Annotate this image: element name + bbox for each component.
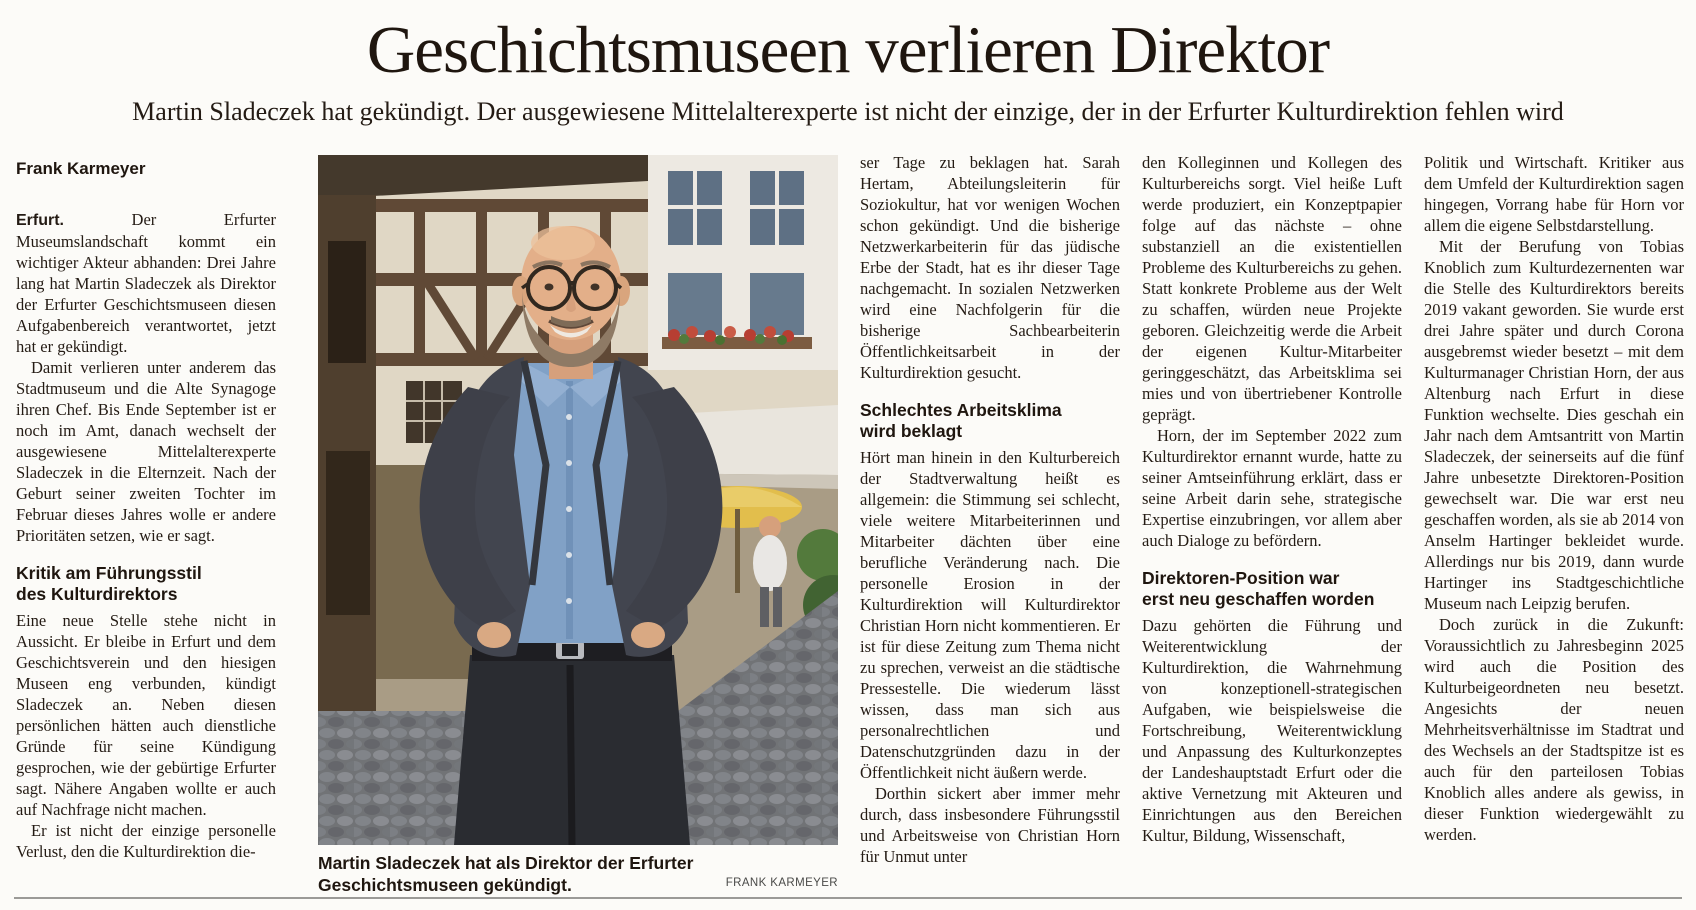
section-heading: [16, 563, 276, 605]
paragraph: Hört man hinein in den Kulturbereich der Stadtverwaltung heißt es allgemein: die Stimmung sei schlecht, viele weitere Mitarbeiterinnen und Mitarbeiter dächten über eine berufliche Veränderung nach. Die personelle Erosion in der Kulturdirektion will Kulturdirektor Christian Horn nicht kommentieren. Er ist für diese Zeitung zum Thema nicht zu sprechen, verweist an die städtische Pressestelle. Die wiederum lässt wissen, dass man sich aus personalrechtlichen und Datenschutzgründen dazu in der Öffentlichkeit nicht äußern werde.: [860, 448, 1120, 782]
text-column-3: [1142, 152, 1402, 898]
paragraph: Doch zurück in die Zukunft: Voraussichtlich zu Jahresbeginn 2025 wird auch die Position des Kulturbeigeordneten neu besetzt. Angesichts der neuen Mehrheitsverhältnisse im Stadtrat und des Wechsels an der Stadtspitze ist es auch für den parteilosen Tobias Knoblich alles andere als gewiss, in dieser Funktion wiedergewählt zu werden.: [1424, 615, 1684, 844]
dateline: Erfurt.: [16, 212, 64, 229]
page-bottom-rule: [14, 897, 1682, 899]
section-heading: [1142, 568, 1402, 610]
section-heading-line: erst neu geschaffen worden: [1142, 589, 1375, 609]
section-heading-line: wird beklagt: [860, 421, 963, 441]
section-heading-line: Kritik am Führungsstil: [16, 563, 202, 583]
article-subheadline: Martin Sladeczek hat gekündigt. Der ausgewiesene Mittelalterexperte ist nicht der einzige, der in der Erfurter Kulturdirektion fehlen wird: [132, 97, 1564, 126]
photo-caption: [318, 852, 838, 896]
photo-credit: FRANK KARMEYER: [725, 877, 838, 889]
paragraph: den Kolleginnen und Kollegen des Kulturbereichs sorgt. Viel heiße Luft werde produziert, ein Konzeptpapier folge auf das nächste – ohne substanziell an die existentiellen Probleme des Kulturbereichs zu gehen. Statt konkrete Probleme aus der Welt zu schaffen, würden neue Projekte geboren. Gleichzeitig werde die Arbeit der eigenen Kultur-Mitarbeiter geringgeschätzt, das Arbeitsklima sei mies und von übertriebener Kontrolle geprägt.: [1142, 153, 1402, 424]
text-column-2: [860, 152, 1120, 898]
paragraph: Dorthin sickert aber immer mehr durch, dass insbesondere Führungsstil und Arbeitsweise von Christian Horn für Unmut unter: [860, 784, 1120, 866]
section-heading-line: Direktoren-Position war: [1142, 568, 1340, 588]
article-photo-block: [318, 155, 838, 896]
text-column-1: [16, 156, 276, 902]
paragraph: Politik und Wirtschaft. Kritiker aus dem Umfeld der Kulturdirektion sagen hingegen, Vorrang habe für Horn vor allem die eigene Selbstdarstellung.: [1424, 153, 1684, 235]
paragraph: ser Tage zu beklagen hat. Sarah Hertam, Abteilungsleiterin für Soziokultur, hat vor wenigen Wochen schon gekündigt. Und die bisherige Netzwerkarbeiterin für das jüdische Erbe der Stadt, hat es ihr dieser Tage nachgemacht. In sozialen Netzwerken wird eine Nachfolgerin für die bisherige Sachbearbeiterin Öffentlichkeitsarbeit in der Kulturdirektion gesucht.: [860, 153, 1120, 382]
paragraph: Horn, der im September 2022 zum Kulturdirektor ernannt wurde, hatte zu seiner Amtseinführung erklärt, dass er seine Arbeit darin sehe, strategische Expertise einzubringen, vor allem aber auch Dialoge zu befördern.: [1142, 426, 1402, 550]
section-heading-line: Schlechtes Arbeitsklima: [860, 400, 1062, 420]
section-heading: [860, 400, 1120, 442]
paragraph: Dazu gehörten die Führung und Weiterentwicklung der Kulturdirektion, die Wahrnehmung von konzeptionell-strategischen Aufgaben, wie beispielsweise die Fortschreibung, Weiterentwicklung und Anpassung des Kulturkonzeptes der Landeshauptstadt Erfurt oder die aktive Vernetzung mit Akteuren und Einrichtungen aus den Bereichen Kultur, Bildung, Wissenschaft,: [1142, 616, 1402, 845]
text-column-4: [1424, 152, 1684, 898]
paragraph: [16, 209, 276, 357]
portrait-photo: [318, 155, 838, 845]
paragraph: Damit verlieren unter anderem das Stadtmuseum und die Alte Synagoge ihren Chef. Bis Ende September ist er noch im Amt, danach wechselt der ausgewiesene Mittelalterexperte Sladeczek in die Elternzeit. Nach der Geburt seiner zweiten Tochter im Februar dieses Jahres wolle er andere Prioritäten setzen, wie er sagt.: [16, 358, 276, 545]
author-byline: Frank Karmeyer: [16, 159, 146, 178]
paragraph: Mit der Berufung von Tobias Knoblich zum Kulturdezernenten war die Stelle des Kulturdirektors bereits 2019 vakant geworden. Sie wurde erst drei Jahre später und durch Corona ausgebremst wieder besetzt – mit dem Kulturmanager Christian Horn, der aus Altenburg nach Erfurt in diese Funktion wechselte. Dies geschah ein Jahr nach dem Amtsantritt von Martin Sladeczek, der seinerseits auf die fünf Jahre unbesetzte Direktoren-Position gewechselt war. Die war erst neu geschaffen worden, als sie ab 2014 von Anselm Hartinger bekleidet wurde. Allerdings nur bis 2019, dann wurde Hartinger ins Stadtgeschichtliche Museum nach Leipzig berufen.: [1424, 237, 1684, 613]
paragraph: Er ist nicht der einzige personelle Verlust, den die Kulturdirektion die-: [16, 821, 276, 861]
section-heading-line: des Kulturdirektors: [16, 584, 178, 604]
photo-caption-text: Martin Sladeczek hat als Direktor der Erfurter Geschichtsmuseen gekündigt.: [318, 853, 694, 895]
paragraph-text: Der Erfurter Museumslandschaft kommt ein wichtiger Akteur abhanden: Drei Jahre lang hat Martin Sladeczek als Direktor der Erfurter Geschichtsmuseen diesen Aufgabenbereich verantwortet, jetzt hat er gekündigt.: [16, 210, 276, 356]
article-headline: Geschichtsmuseen verlieren Direktor: [366, 13, 1330, 87]
paragraph: Eine neue Stelle stehe nicht in Aussicht. Er bleibe in Erfurt und dem Geschichtsverein und den hiesigen Museen eng verbunden, kündigt Sladeczek an. Neben diesen persönlichen hätten auch dienstliche Gründe für seine Kündigung gesprochen, wie der gebürtige Erfurter sagt. Nähere Angaben wollte er auch auf Nachfrage nicht machen.: [16, 611, 276, 819]
